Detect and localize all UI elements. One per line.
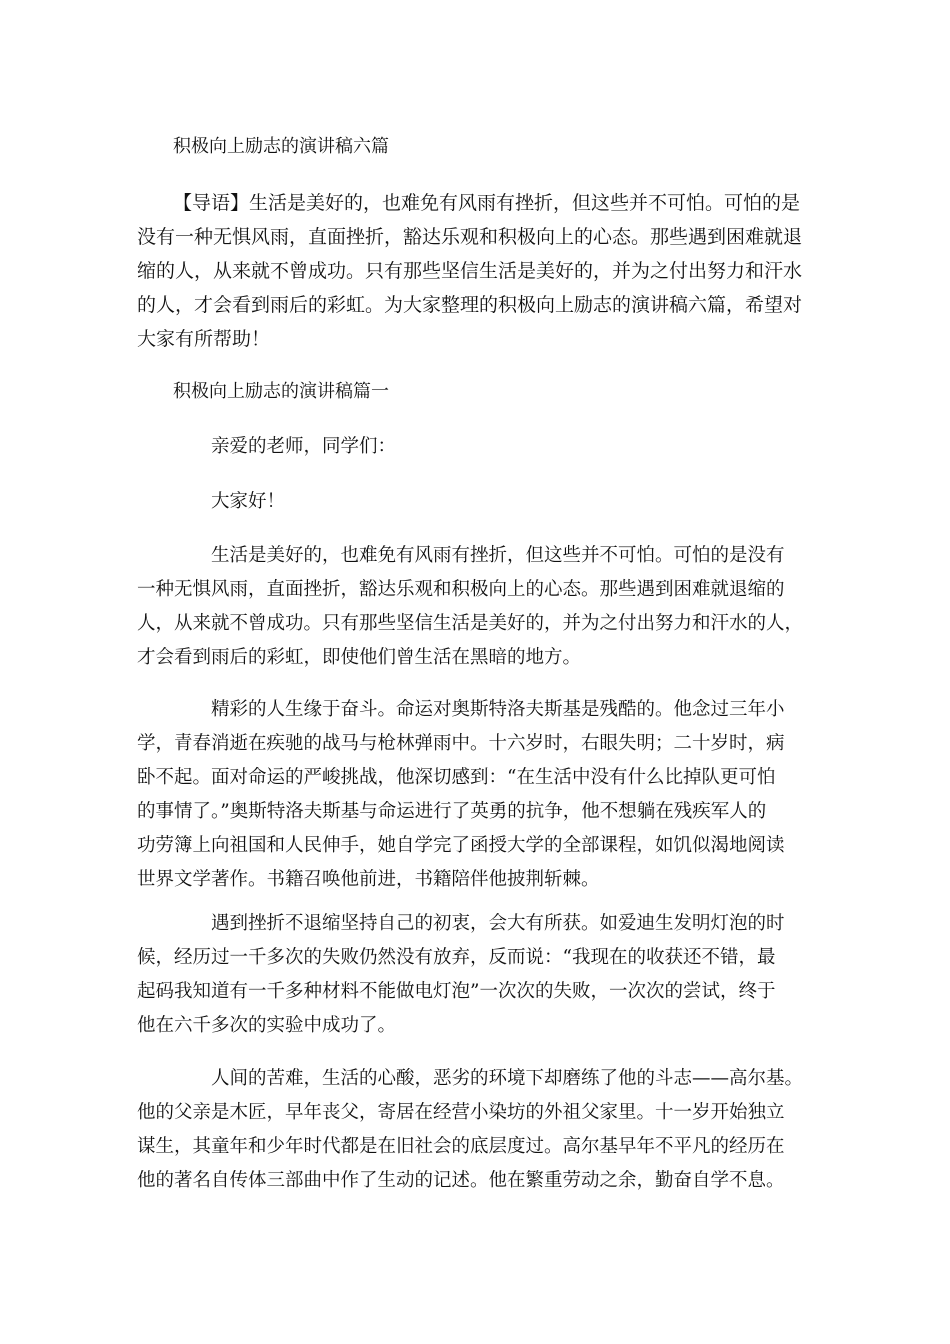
- paragraph-line: 学，青春消逝在疾驰的战马与枪林弹雨中。十六岁时，右眼失明；二十岁时，病: [137, 733, 785, 754]
- document-title: 积极向上励志的演讲稿六篇: [173, 136, 389, 157]
- paragraph-line: 世界文学著作。书籍召唤他前进，书籍陪伴他披荆斩棘。: [137, 869, 600, 890]
- body-paragraph: [137, 693, 827, 897]
- paragraph-line: 卧不起。面对命运的严峻挑战，他深切感到：“在生活中没有什么比掉队更可怕: [137, 767, 776, 788]
- paragraph-line: 没有一种无惧风雨，直面挫折，豁达乐观和积极向上的心态。那些遇到困难就退: [137, 226, 803, 248]
- paragraph-line: 人，从来就不曾成功。只有那些坚信生活是美好的，并为之付出努力和汗水的人，: [137, 613, 804, 634]
- paragraph-line: 功劳簿上向祖国和人民伸手，她自学完了函授大学的全部课程，如饥似渴地阅读: [137, 835, 785, 856]
- paragraph-line: 他的父亲是木匠，早年丧父，寄居在经营小染坊的外祖父家里。十一岁开始独立: [137, 1102, 785, 1123]
- greeting: 大家好！: [211, 491, 286, 512]
- paragraph-line: 精彩的人生缘于奋斗。命运对奥斯特洛夫斯基是残酷的。他念过三年小: [211, 699, 785, 720]
- paragraph-line: 【导语】生活是美好的，也难免有风雨有挫折，但这些并不可怕。可怕的是: [173, 192, 801, 214]
- paragraph-line: 他的著名自传体三部曲中作了生动的记述。他在繁重劳动之余，勤奋自学不息。: [137, 1170, 785, 1191]
- intro-paragraph: [137, 186, 827, 356]
- paragraph-line: 他在六千多次的实验中成功了。: [137, 1015, 397, 1036]
- body-paragraph: [137, 1062, 827, 1198]
- salutation: 亲爱的老师，同学们：: [211, 436, 397, 457]
- paragraph-line: 生活是美好的，也难免有风雨有挫折，但这些并不可怕。可怕的是没有: [211, 545, 785, 566]
- body-paragraph: [137, 907, 827, 1043]
- paragraph-line: 大家有所帮助！: [137, 328, 271, 350]
- paragraph-line: 谋生，其童年和少年时代都是在旧社会的底层度过。高尔基早年不平凡的经历在: [137, 1136, 785, 1157]
- body-paragraph: [137, 539, 827, 675]
- paragraph-line: 人间的苦难，生活的心酸，恶劣的环境下却磨练了他的斗志——高尔基。: [211, 1068, 804, 1089]
- paragraph-line: 才会看到雨后的彩虹，即使他们曾生活在黑暗的地方。: [137, 647, 582, 668]
- paragraph-line: 一种无惧风雨，直面挫折，豁达乐观和积极向上的心态。那些遇到困难就退缩的: [137, 579, 785, 600]
- paragraph-line: 缩的人，从来就不曾成功。只有那些坚信生活是美好的，并为之付出努力和汗水: [137, 260, 803, 282]
- paragraph-line: 的人，才会看到雨后的彩虹。为大家整理的积极向上励志的演讲稿六篇，希望对: [137, 294, 803, 316]
- paragraph-line: 的事情了。”奥斯特洛夫斯基与命运进行了英勇的抗争，他不想躺在残疾军人的: [137, 801, 767, 822]
- paragraph-line: 遇到挫折不退缩坚持自己的初衷，会大有所获。如爱迪生发明灯泡的时: [211, 913, 785, 934]
- section-heading: 积极向上励志的演讲稿篇一: [173, 381, 389, 402]
- paragraph-line: 起码我知道有一千多种材料不能做电灯泡”一次次的失败，一次次的尝试，终于: [137, 981, 776, 1002]
- paragraph-line: 候，经历过一千多次的失败仍然没有放弃，反而说：“我现在的收获还不错，最: [137, 947, 776, 968]
